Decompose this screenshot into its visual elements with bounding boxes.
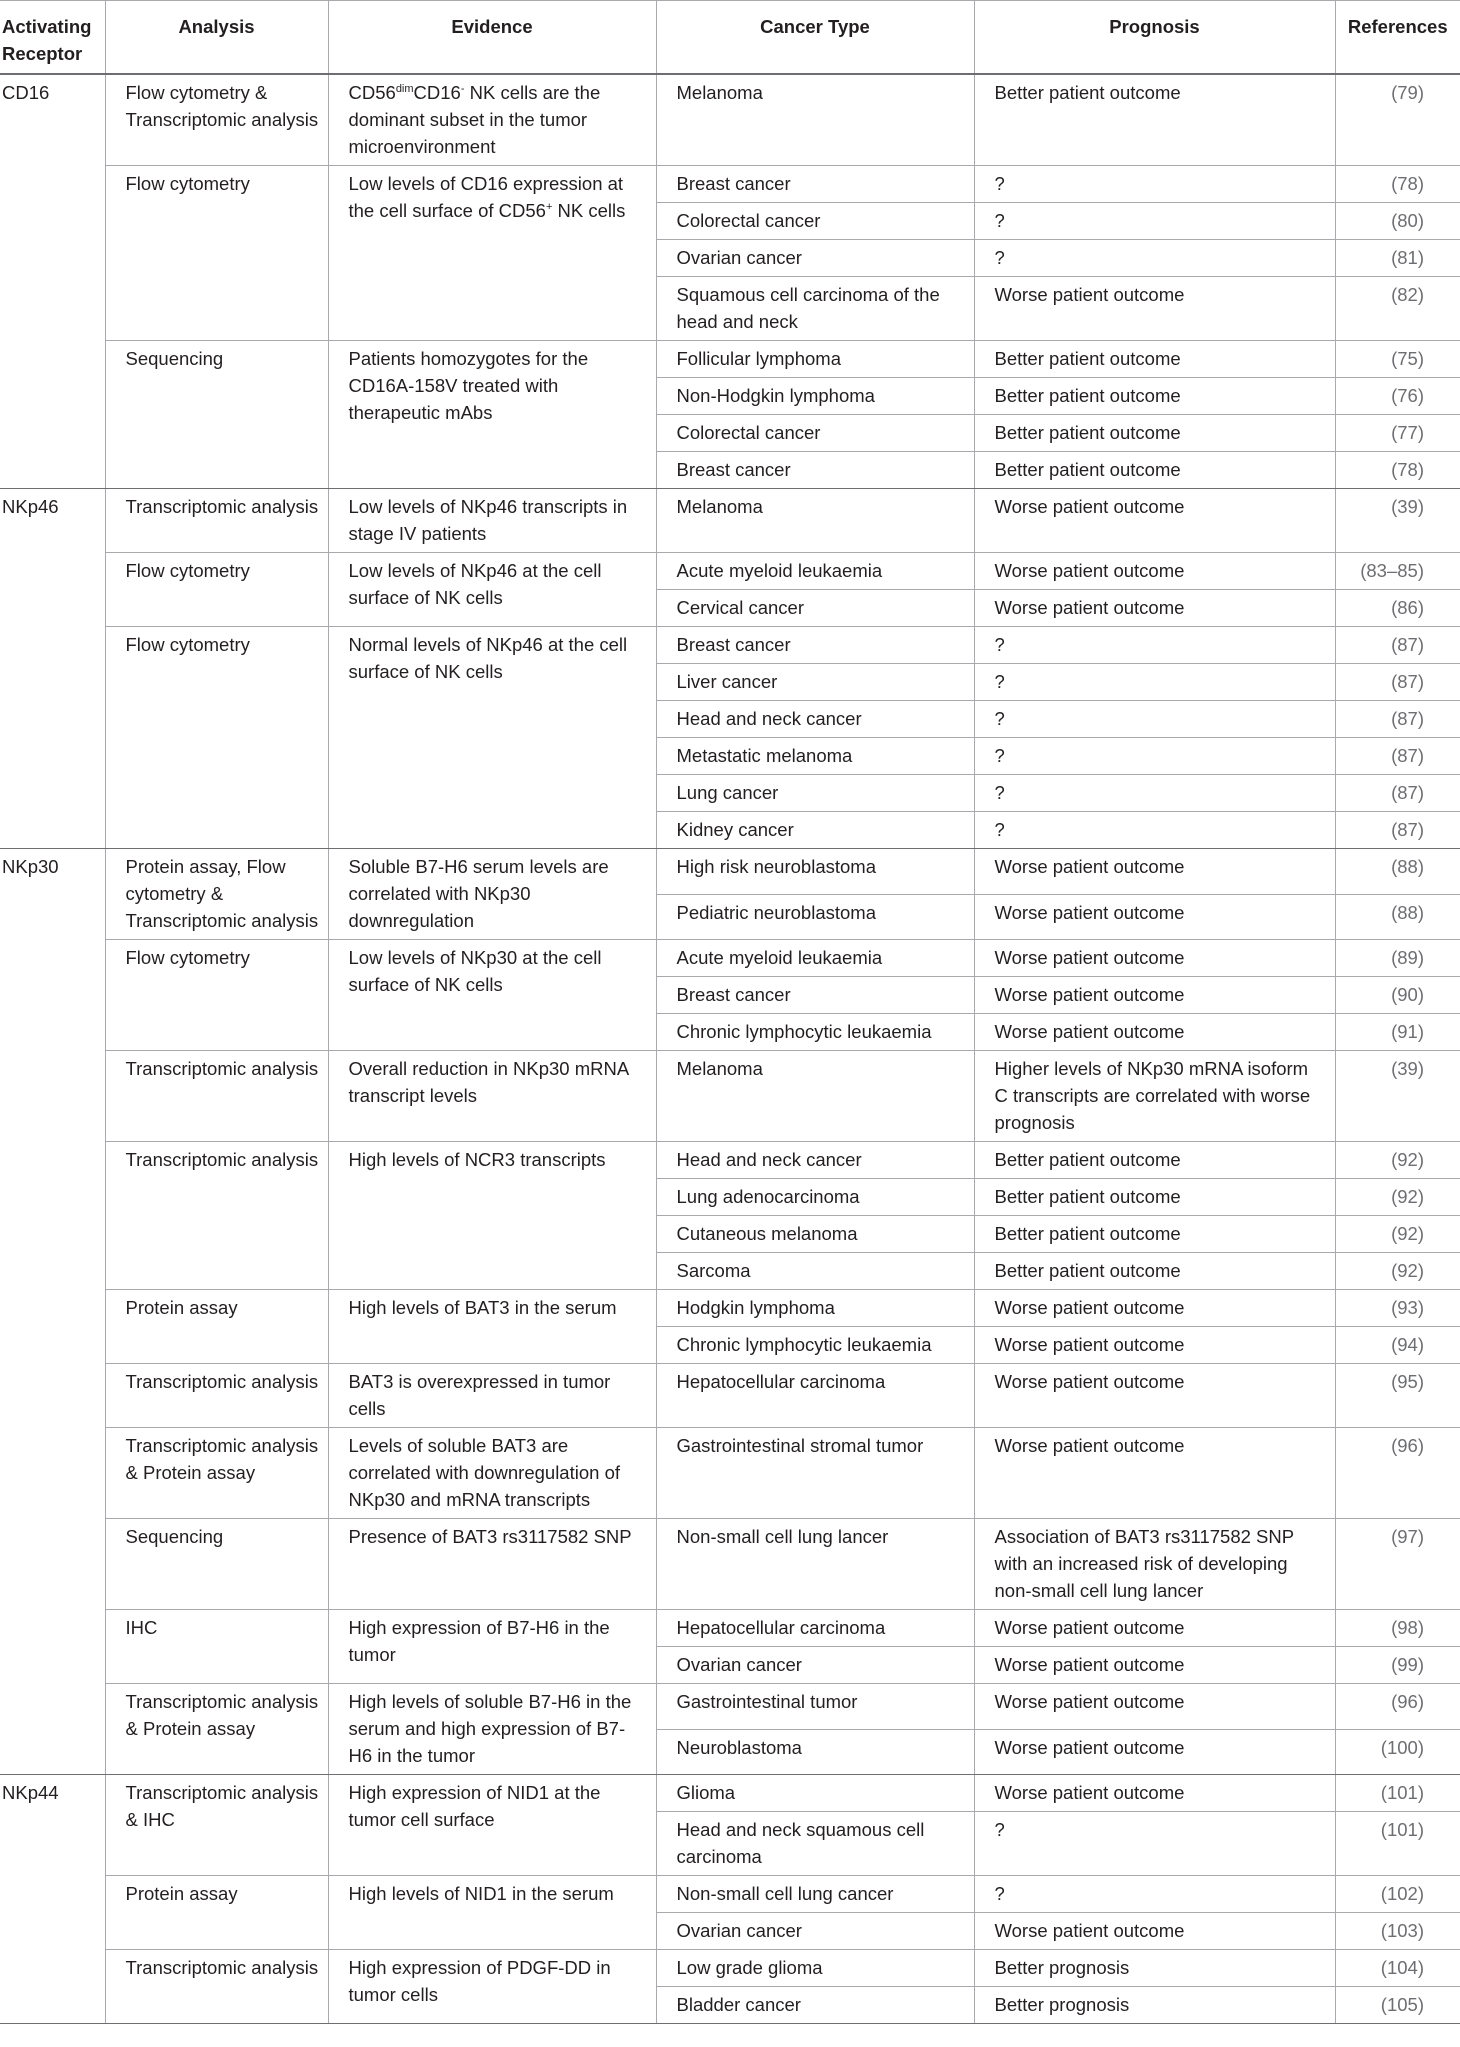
prognosis-cell: Better prognosis: [974, 1950, 1335, 1987]
analysis-cell: Transcriptomic analysis: [105, 1950, 328, 2024]
cancer-type-cell: Squamous cell carcinoma of the head and neck: [656, 277, 974, 341]
reference-link[interactable]: (87): [1335, 812, 1460, 849]
header-cancer-type: Cancer Type: [656, 1, 974, 75]
reference-link[interactable]: (96): [1335, 1428, 1460, 1519]
prognosis-cell: Worse patient outcome: [974, 553, 1335, 590]
prognosis-cell: Worse patient outcome: [974, 1428, 1335, 1519]
receptor-cell: CD16: [0, 74, 105, 489]
table-row: [0, 849, 1460, 895]
prognosis-cell: Higher levels of NKp30 mRNA isoform C transcripts are correlated with worse prognosis: [974, 1051, 1335, 1142]
cancer-type-cell: Lung adenocarcinoma: [656, 1179, 974, 1216]
reference-link[interactable]: (86): [1335, 590, 1460, 627]
prognosis-cell: Worse patient outcome: [974, 590, 1335, 627]
prognosis-cell: ?: [974, 701, 1335, 738]
prognosis-cell: ?: [974, 664, 1335, 701]
table-row: [0, 553, 1460, 590]
reference-link[interactable]: (87): [1335, 664, 1460, 701]
cancer-type-cell: Breast cancer: [656, 452, 974, 489]
evidence-text: Levels of soluble BAT3 are correlated with downregulation of NKp30 and mRNA transcripts: [348, 1435, 620, 1510]
reference-link[interactable]: (76): [1335, 378, 1460, 415]
cancer-type-cell: Colorectal cancer: [656, 203, 974, 240]
reference-link[interactable]: (87): [1335, 738, 1460, 775]
cancer-type-cell: Cutaneous melanoma: [656, 1216, 974, 1253]
table-row: [0, 341, 1460, 378]
reference-link[interactable]: (98): [1335, 1610, 1460, 1647]
prognosis-cell: ?: [974, 1812, 1335, 1876]
prognosis-cell: Worse patient outcome: [974, 1913, 1335, 1950]
cancer-type-cell: Breast cancer: [656, 977, 974, 1014]
evidence-cell: [328, 1519, 656, 1610]
reference-link[interactable]: (96): [1335, 1684, 1460, 1730]
table-row: [0, 1876, 1460, 1913]
evidence-cell: [328, 74, 656, 166]
analysis-cell: Flow cytometry: [105, 940, 328, 1051]
table-header-row: [0, 1, 1460, 75]
table-row: [0, 1950, 1460, 1987]
cancer-type-cell: Lung cancer: [656, 775, 974, 812]
cancer-type-cell: Chronic lymphocytic leukaemia: [656, 1327, 974, 1364]
cancer-type-cell: Acute myeloid leukaemia: [656, 940, 974, 977]
evidence-cell: [328, 849, 656, 940]
table-row: [0, 74, 1460, 166]
evidence-text: Normal levels of NKp46 at the cell surface of NK cells: [348, 634, 628, 682]
reference-link[interactable]: (101): [1335, 1775, 1460, 1812]
cancer-type-cell: Kidney cancer: [656, 812, 974, 849]
evidence-text: Overall reduction in NKp30 mRNA transcript levels: [348, 1058, 629, 1106]
cancer-type-cell: Hodgkin lymphoma: [656, 1290, 974, 1327]
reference-link[interactable]: (101): [1335, 1812, 1460, 1876]
evidence-text: High expression of PDGF-DD in tumor cells: [348, 1957, 611, 2005]
evidence-text: CD16: [413, 82, 461, 103]
analysis-cell: IHC: [105, 1610, 328, 1684]
reference-link[interactable]: (92): [1335, 1179, 1460, 1216]
header-evidence: Evidence: [328, 1, 656, 75]
table-row: [0, 1364, 1460, 1428]
prognosis-cell: Better patient outcome: [974, 452, 1335, 489]
analysis-cell: Protein assay, Flow cytometry & Transcriptomic analysis: [105, 849, 328, 940]
cancer-type-cell: Sarcoma: [656, 1253, 974, 1290]
evidence-text: High levels of BAT3 in the serum: [348, 1297, 617, 1318]
prognosis-cell: Worse patient outcome: [974, 1014, 1335, 1051]
analysis-cell: Transcriptomic analysis: [105, 489, 328, 553]
table-row: [0, 1290, 1460, 1327]
evidence-text: Low levels of CD16 expression at the cell surface of CD56: [348, 173, 624, 221]
reference-link[interactable]: (77): [1335, 415, 1460, 452]
cancer-type-cell: Head and neck cancer: [656, 701, 974, 738]
prognosis-cell: Worse patient outcome: [974, 1647, 1335, 1684]
cancer-type-cell: Non-small cell lung lancer: [656, 1519, 974, 1610]
cancer-type-cell: Metastatic melanoma: [656, 738, 974, 775]
cancer-type-cell: Low grade glioma: [656, 1950, 974, 1987]
reference-link[interactable]: (92): [1335, 1253, 1460, 1290]
cancer-type-cell: Non-small cell lung cancer: [656, 1876, 974, 1913]
reference-link[interactable]: (100): [1335, 1729, 1460, 1775]
prognosis-cell: Worse patient outcome: [974, 1290, 1335, 1327]
prognosis-cell: Worse patient outcome: [974, 1610, 1335, 1647]
cancer-type-cell: Melanoma: [656, 1051, 974, 1142]
analysis-cell: Sequencing: [105, 341, 328, 489]
prognosis-cell: ?: [974, 738, 1335, 775]
evidence-text: High expression of B7-H6 in the tumor: [348, 1617, 610, 1665]
evidence-text: Low levels of NKp46 at the cell surface of NK cells: [348, 560, 602, 608]
prognosis-cell: ?: [974, 627, 1335, 664]
prognosis-cell: Better patient outcome: [974, 415, 1335, 452]
cancer-type-cell: Bladder cancer: [656, 1987, 974, 2024]
cancer-type-cell: Pediatric neuroblastoma: [656, 894, 974, 940]
reference-link[interactable]: (78): [1335, 452, 1460, 489]
table-row: [0, 489, 1460, 553]
evidence-cell: [328, 1950, 656, 2024]
prognosis-cell: Association of BAT3 rs3117582 SNP with an increased risk of developing non-small cell lung lancer: [974, 1519, 1335, 1610]
header-references: References: [1335, 1, 1460, 75]
analysis-cell: Transcriptomic analysis: [105, 1142, 328, 1290]
cancer-type-cell: Melanoma: [656, 489, 974, 553]
analysis-cell: Flow cytometry & Transcriptomic analysis: [105, 74, 328, 166]
cancer-type-cell: Breast cancer: [656, 627, 974, 664]
cancer-type-cell: Melanoma: [656, 74, 974, 166]
evidence-text: High levels of NCR3 transcripts: [348, 1149, 606, 1170]
evidence-cell: [328, 1876, 656, 1950]
evidence-text: Patients homozygotes for the CD16A-158V treated with therapeutic mAbs: [348, 348, 589, 423]
evidence-text: Low levels of NKp46 transcripts in stage IV patients: [348, 496, 628, 544]
cancer-type-cell: Chronic lymphocytic leukaemia: [656, 1014, 974, 1051]
cancer-type-cell: Follicular lymphoma: [656, 341, 974, 378]
reference-link[interactable]: (87): [1335, 627, 1460, 664]
reference-link[interactable]: (82): [1335, 277, 1460, 341]
analysis-cell: Flow cytometry: [105, 166, 328, 341]
prognosis-cell: Worse patient outcome: [974, 940, 1335, 977]
prognosis-cell: Worse patient outcome: [974, 849, 1335, 895]
evidence-cell: [328, 1428, 656, 1519]
analysis-cell: Transcriptomic analysis: [105, 1051, 328, 1142]
reference-link[interactable]: (102): [1335, 1876, 1460, 1913]
analysis-cell: Protein assay: [105, 1290, 328, 1364]
cancer-type-cell: Ovarian cancer: [656, 1647, 974, 1684]
evidence-text: High levels of NID1 in the serum: [348, 1883, 614, 1904]
table-row: [0, 1610, 1460, 1647]
evidence-text: High levels of soluble B7-H6 in the serum and high expression of B7-H6 in the tumor: [348, 1691, 632, 1766]
reference-link[interactable]: (104): [1335, 1950, 1460, 1987]
table-row: [0, 166, 1460, 203]
table-row: [0, 940, 1460, 977]
evidence-cell: [328, 166, 656, 341]
prognosis-cell: Worse patient outcome: [974, 277, 1335, 341]
reference-link[interactable]: (88): [1335, 849, 1460, 895]
evidence-text: Presence of BAT3 rs3117582 SNP: [348, 1526, 632, 1547]
prognosis-cell: ?: [974, 240, 1335, 277]
analysis-cell: Transcriptomic analysis & Protein assay: [105, 1428, 328, 1519]
reference-link[interactable]: (75): [1335, 341, 1460, 378]
cancer-type-cell: Breast cancer: [656, 166, 974, 203]
evidence-cell: [328, 489, 656, 553]
prognosis-cell: Worse patient outcome: [974, 1684, 1335, 1730]
prognosis-cell: ?: [974, 812, 1335, 849]
reference-link[interactable]: (39): [1335, 1051, 1460, 1142]
prognosis-cell: ?: [974, 203, 1335, 240]
reference-link[interactable]: (89): [1335, 940, 1460, 977]
prognosis-cell: Worse patient outcome: [974, 894, 1335, 940]
evidence-cell: [328, 1290, 656, 1364]
evidence-cell: [328, 1610, 656, 1684]
prognosis-cell: Better patient outcome: [974, 74, 1335, 166]
table-row: [0, 1051, 1460, 1142]
reference-link[interactable]: (81): [1335, 240, 1460, 277]
cancer-type-cell: High risk neuroblastoma: [656, 849, 974, 895]
cancer-type-cell: Acute myeloid leukaemia: [656, 553, 974, 590]
cancer-type-cell: Neuroblastoma: [656, 1729, 974, 1775]
header-prognosis: Prognosis: [974, 1, 1335, 75]
table-body: [0, 74, 1460, 2024]
cancer-type-cell: Non-Hodgkin lymphoma: [656, 378, 974, 415]
reference-link[interactable]: (93): [1335, 1290, 1460, 1327]
prognosis-cell: Better patient outcome: [974, 1253, 1335, 1290]
cancer-type-cell: Hepatocellular carcinoma: [656, 1364, 974, 1428]
table-row: [0, 1428, 1460, 1519]
evidence-text: CD56: [348, 82, 396, 103]
analysis-cell: Transcriptomic analysis: [105, 1364, 328, 1428]
header-analysis: Analysis: [105, 1, 328, 75]
analysis-cell: Transcriptomic analysis & IHC: [105, 1775, 328, 1876]
evidence-cell: [328, 1142, 656, 1290]
prognosis-cell: ?: [974, 1876, 1335, 1913]
cancer-type-cell: Gastrointestinal tumor: [656, 1684, 974, 1730]
prognosis-cell: Worse patient outcome: [974, 1364, 1335, 1428]
cancer-type-cell: Cervical cancer: [656, 590, 974, 627]
reference-link[interactable]: (97): [1335, 1519, 1460, 1610]
reference-link[interactable]: (94): [1335, 1327, 1460, 1364]
receptor-cell: NKp30: [0, 849, 105, 1775]
table-row: [0, 627, 1460, 664]
reference-link[interactable]: (91): [1335, 1014, 1460, 1051]
receptor-cell: NKp44: [0, 1775, 105, 2024]
evidence-text: NK cells: [552, 200, 626, 221]
analysis-cell: Flow cytometry: [105, 553, 328, 627]
reference-link[interactable]: (83–85): [1335, 553, 1460, 590]
reference-link[interactable]: (87): [1335, 775, 1460, 812]
prognosis-cell: Worse patient outcome: [974, 1729, 1335, 1775]
prognosis-cell: Better patient outcome: [974, 341, 1335, 378]
cancer-type-cell: Head and neck squamous cell carcinoma: [656, 1812, 974, 1876]
reference-link[interactable]: (80): [1335, 203, 1460, 240]
table-row: [0, 1519, 1460, 1610]
evidence-cell: [328, 627, 656, 849]
prognosis-cell: Worse patient outcome: [974, 489, 1335, 553]
reference-link[interactable]: (87): [1335, 701, 1460, 738]
reference-link[interactable]: (99): [1335, 1647, 1460, 1684]
reference-link[interactable]: (79): [1335, 74, 1460, 166]
prognosis-cell: Worse patient outcome: [974, 1775, 1335, 1812]
evidence-cell: [328, 940, 656, 1051]
reference-link[interactable]: (39): [1335, 489, 1460, 553]
cancer-type-cell: Ovarian cancer: [656, 240, 974, 277]
evidence-superscript: +: [545, 200, 553, 213]
prognosis-cell: Better prognosis: [974, 1987, 1335, 2024]
prognosis-cell: Worse patient outcome: [974, 1327, 1335, 1364]
cancer-type-cell: Ovarian cancer: [656, 1913, 974, 1950]
evidence-text: Soluble B7-H6 serum levels are correlated with NKp30 downregulation: [348, 856, 609, 931]
evidence-cell: [328, 341, 656, 489]
reference-link[interactable]: (92): [1335, 1142, 1460, 1179]
prognosis-cell: Better patient outcome: [974, 1179, 1335, 1216]
reference-link[interactable]: (105): [1335, 1987, 1460, 2024]
cancer-type-cell: Gastrointestinal stromal tumor: [656, 1428, 974, 1519]
cancer-type-cell: Liver cancer: [656, 664, 974, 701]
header-activating-receptor: Activating Receptor: [0, 1, 105, 75]
cancer-type-cell: Colorectal cancer: [656, 415, 974, 452]
evidence-superscript: dim: [395, 82, 414, 95]
evidence-superscript: -: [460, 82, 465, 95]
cancer-type-cell: Glioma: [656, 1775, 974, 1812]
table-row: [0, 1775, 1460, 1812]
table-row: [0, 1684, 1460, 1730]
reference-link[interactable]: (90): [1335, 977, 1460, 1014]
evidence-cell: [328, 1775, 656, 1876]
analysis-cell: Sequencing: [105, 1519, 328, 1610]
reference-link[interactable]: (92): [1335, 1216, 1460, 1253]
evidence-text: NK cells are the dominant subset in the tumor microenvironment: [348, 82, 601, 157]
cancer-type-cell: Head and neck cancer: [656, 1142, 974, 1179]
prognosis-cell: Worse patient outcome: [974, 977, 1335, 1014]
table-row: [0, 1142, 1460, 1179]
evidence-cell: [328, 553, 656, 627]
prognosis-cell: Better patient outcome: [974, 1216, 1335, 1253]
evidence-text: Low levels of NKp30 at the cell surface of NK cells: [348, 947, 602, 995]
analysis-cell: Protein assay: [105, 1876, 328, 1950]
reference-link[interactable]: (88): [1335, 894, 1460, 940]
evidence-text: High expression of NID1 at the tumor cell surface: [348, 1782, 601, 1830]
evidence-cell: [328, 1051, 656, 1142]
evidence-cell: [328, 1364, 656, 1428]
analysis-cell: Flow cytometry: [105, 627, 328, 849]
prognosis-cell: ?: [974, 775, 1335, 812]
prognosis-cell: Better patient outcome: [974, 378, 1335, 415]
evidence-cell: [328, 1684, 656, 1775]
receptor-cell: NKp46: [0, 489, 105, 849]
reference-link[interactable]: (95): [1335, 1364, 1460, 1428]
evidence-text: BAT3 is overexpressed in tumor cells: [348, 1371, 611, 1419]
prognosis-cell: ?: [974, 166, 1335, 203]
cancer-type-cell: Hepatocellular carcinoma: [656, 1610, 974, 1647]
reference-link[interactable]: (78): [1335, 166, 1460, 203]
reference-link[interactable]: (103): [1335, 1913, 1460, 1950]
prognosis-cell: Better patient outcome: [974, 1142, 1335, 1179]
analysis-cell: Transcriptomic analysis & Protein assay: [105, 1684, 328, 1775]
